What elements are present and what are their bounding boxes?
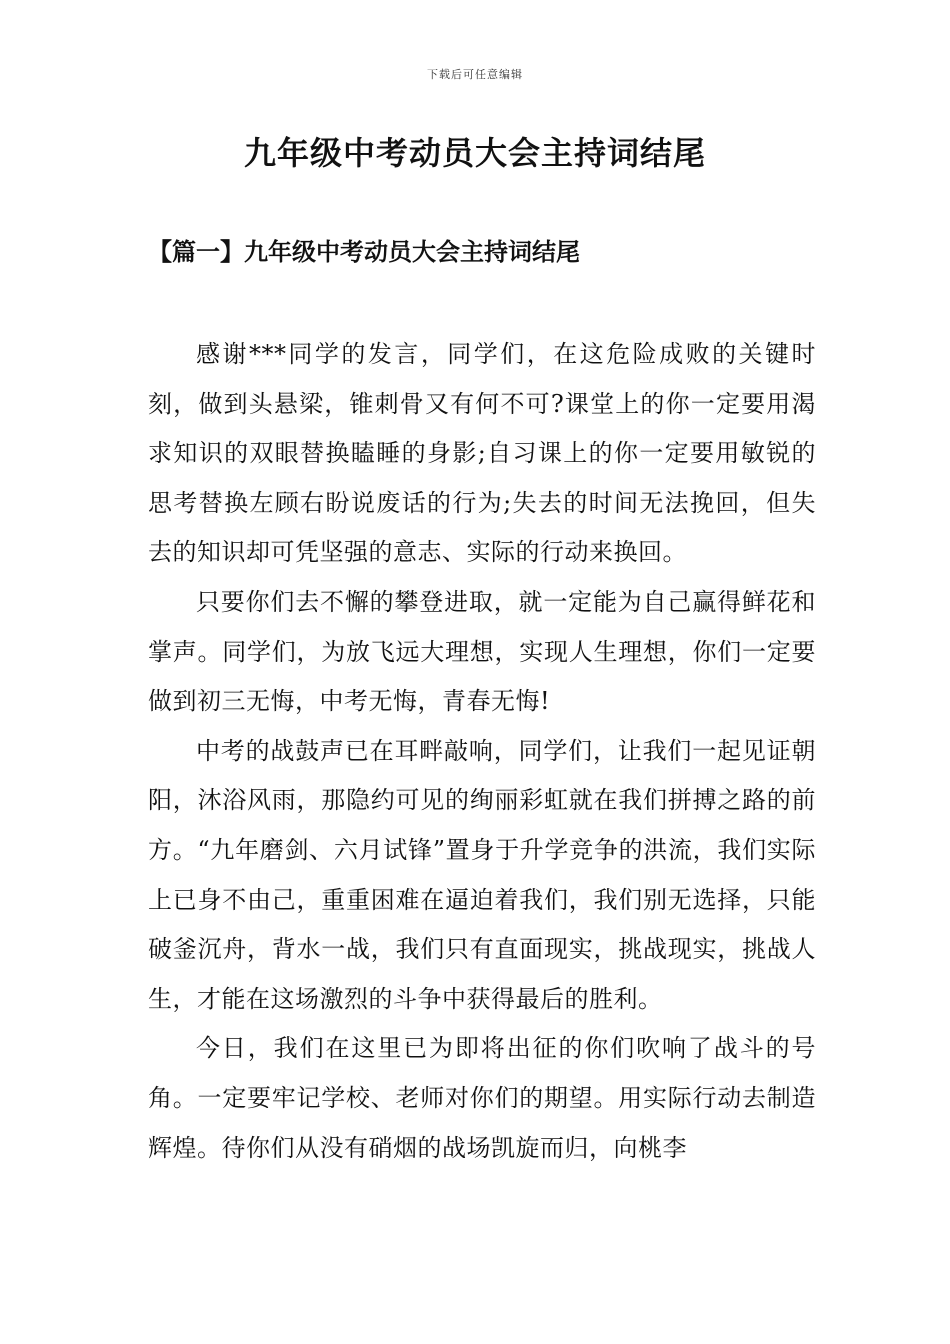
section-heading: 【篇一】九年级中考动员大会主持词结尾 [148, 237, 580, 266]
paragraph: 今日，我们在这里已为即将出征的你们吹响了战斗的号角。一定要牢记学校、老师对你们的期望。用实际行动去制造辉煌。待你们从没有硝烟的战场凯旋而归，向桃李 [148, 1034, 816, 1162]
header-note: 下载后可任意编辑 [427, 68, 523, 81]
paragraph: 中考的战鼓声已在耳畔敲响，同学们，让我们一起见证朝阳，沐浴风雨，那隐约可见的绚丽彩虹就在我们拼搏之路的前方。“九年磨剑、六月试锋”置身于升学竞争的洪流，我们实际上已身不由己，重重困难在逼迫着我们，我们别无选择，只能破釜沉舟，背水一战，我们只有直面现实，挑战现实，挑战人生，才能在这场激烈的斗争中获得最后的胜利。 [148, 736, 816, 1013]
paragraph: 感谢***同学的发言，同学们，在这危险成败的关键时刻，做到头悬梁，锥刺骨又有何不可?课堂上的你一定要用渴求知识的双眼替换瞌睡的身影;自习课上的你一定要用敏锐的思考替换左顾右盼说废话的行为;失去的时间无法挽回，但失去的知识却可凭坚强的意志、实际的行动来换回。 [148, 340, 816, 567]
document-title: 九年级中考动员大会主持词结尾 [243, 134, 706, 172]
body-text [148, 330, 816, 1173]
paragraph: 只要你们去不懈的攀登进取，就一定能为自己赢得鲜花和掌声。同学们，为放飞远大理想，实现人生理想，你们一定要做到初三无悔，中考无悔，青春无悔! [148, 587, 816, 716]
